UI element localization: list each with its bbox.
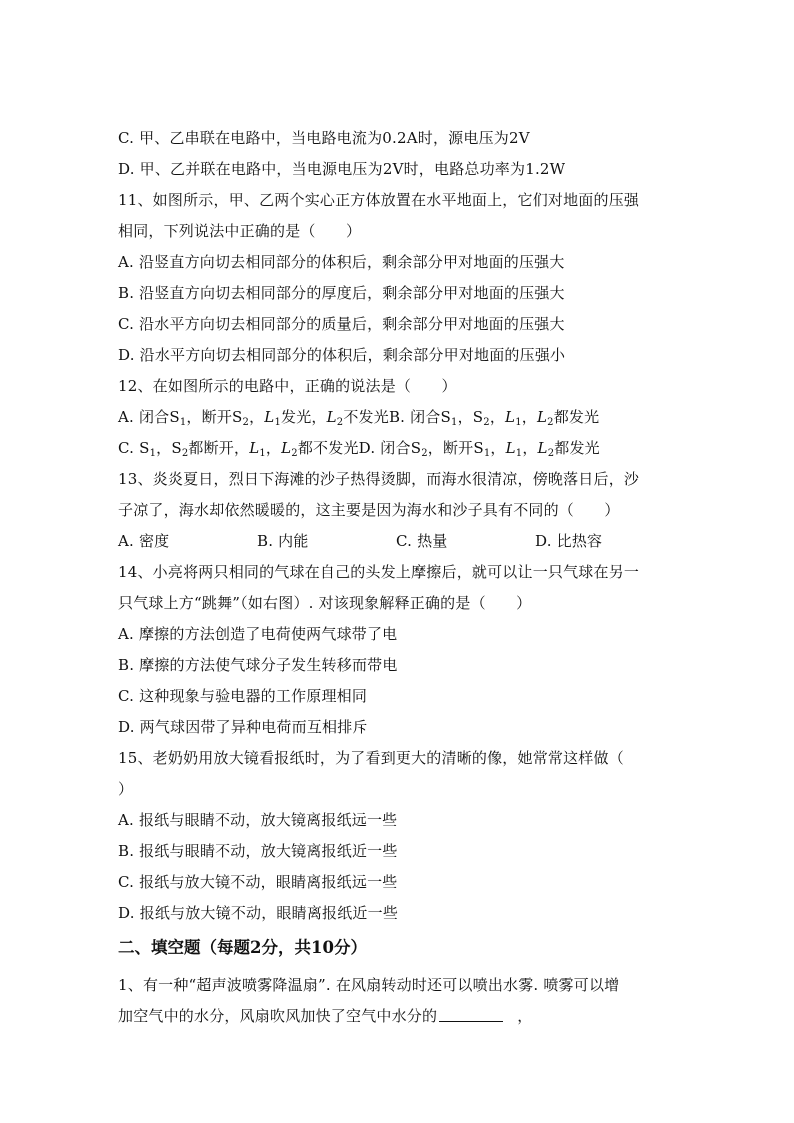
q13-option-a: A. 密度 [118,532,170,550]
q12-d-text: 都发光 [554,439,600,457]
fill1-text-tail: ， [517,1007,533,1025]
section-heading-fill-in: 二、填空题（每题2分，共10分） [118,938,367,957]
q12-options-cd [118,438,678,458]
q11-option-b: B. 沿竖直方向切去相同部分的厚度后，剩余部分甲对地面的压强大 [118,284,565,302]
subscript: 1 [179,417,187,428]
q11-stem-line1: 11、如图所示，甲、乙两个实心正方体放置在水平地面上，它们对地面的压强 [118,191,640,209]
q14-stem-line1: 14、小亮将两只相同的气球在自己的头发上摩擦后，就可以让一只气球在另一 [118,563,640,581]
q12-c-text: ，S [156,439,182,457]
lamp-symbol: L [505,408,516,426]
q11-option-a: A. 沿竖直方向切去相同部分的体积后，剩余部分甲对地面的压强大 [118,253,565,271]
subscript: 1 [515,417,522,428]
q12-a-text: ， [249,408,265,426]
q12-a-text: ，断开S [186,408,243,426]
q12-c-text: 都断开， [188,439,250,457]
answer-blank [439,1007,503,1022]
lamp-symbol: L [536,408,548,426]
subscript: 2 [242,417,250,428]
q13-option-c: C. 热量 [396,532,448,550]
q11-option-d: D. 沿水平方向切去相同部分的体积后，剩余部分甲对地面的压强小 [118,346,566,364]
q12-c-text: C. S [118,439,150,457]
subscript: 2 [181,448,189,459]
q13-stem-line1: 13、炎炎夏日，烈日下海滩的沙子热得烫脚，而海水很清凉，傍晚落日后，沙 [118,470,640,488]
q12-a-text: 不发光 [343,408,389,426]
q13-stem-line2: 子凉了，海水却依然暖暖的，这主要是因为海水和沙子具有不同的（ ） [118,501,620,519]
q13-option-b: B. 内能 [257,532,309,550]
q14-option-b: B. 摩擦的方法使气球分子发生转移而带电 [118,656,398,674]
q15-option-a: A. 报纸与眼睛不动，放大镜离报纸远一些 [118,811,398,829]
subscript: 2 [291,448,298,459]
subscript: 2 [336,417,344,428]
q12-options-ab [118,407,678,427]
q14-option-d: D. 两气球因带了异种电荷而互相排斥 [118,718,368,736]
q12-d-text: ， [522,439,538,457]
subscript: 1 [149,448,157,459]
q12-d-text: ，断开S [427,439,484,457]
lamp-symbol: L [249,439,260,457]
fill1-stem-line1: 1、有一种“超声波喷雾降温扇”. 在风扇转动时还可以喷出水雾. 喷雾可以增 [118,976,620,994]
subscript: 2 [547,448,555,459]
q12-d-text: D. 闭合S [358,439,422,457]
q12-c-text: 都不发光 [297,439,359,457]
subscript: 2 [547,417,554,428]
q14-option-c: C. 这种现象与验电器的工作原理相同 [118,687,368,705]
q12-a-text: 发光， [281,408,327,426]
q11-stem-line2: 相同，下列说法中正确的是（ ） [118,222,362,240]
q12-d-text: ， [490,439,506,457]
q12-a-text: A. 闭合S [118,408,180,426]
q12-stem: 12、在如图所示的电路中，正确的说法是（ ） [118,377,457,395]
subscript: 1 [259,448,266,459]
q15-option-b: B. 报纸与眼睛不动，放大镜离报纸近一些 [118,842,398,860]
q14-stem-line2: 只气球上方“跳舞”（如右图）. 对该现象解释正确的是（ ） [118,594,532,612]
lamp-symbol: L [281,439,292,457]
q12-b-text: ， [489,408,506,426]
q15-stem-line1: 15、老奶奶用放大镜看报纸时，为了看到更大的清晰的像，她常常这样做（ [118,749,624,767]
fill1-stem-line2 [118,1006,678,1026]
q15-option-c: C. 报纸与放大镜不动，眼睛离报纸远一些 [118,873,398,891]
lamp-symbol: L [505,439,516,457]
subscript: 2 [483,417,490,428]
subscript: 1 [451,417,458,428]
lamp-symbol: L [264,408,275,426]
q12-b-text: B. 闭合S [388,408,451,426]
q13-option-d: D. 比热容 [535,532,603,550]
q10-option-d: D. 甲、乙并联在电路中，当电源电压为2V时，电路总功率为1.2W [118,160,566,178]
q14-option-a: A. 摩擦的方法创造了电荷使两气球带了电 [118,625,398,643]
subscript: 2 [421,448,428,459]
q11-option-c: C. 沿水平方向切去相同部分的质量后，剩余部分甲对地面的压强大 [118,315,565,333]
q15-option-d: D. 报纸与放大镜不动，眼睛离报纸近一些 [118,904,399,922]
q13-options [118,531,678,551]
subscript: 1 [483,448,491,459]
subscript: 1 [274,417,281,428]
fill1-text: 加空气中的水分，风扇吹风加快了空气中水分的 [118,1007,438,1025]
q10-option-c: C. 甲、乙串联在电路中，当电路电流为0.2A时，源电压为2V [118,129,530,147]
lamp-symbol: L [326,408,337,426]
lamp-symbol: L [537,439,548,457]
q12-c-text: ， [265,439,282,457]
q12-b-text: 都发光 [553,408,600,426]
q15-stem-line2: ） [118,780,134,798]
subscript: 1 [515,448,523,459]
q12-b-text: ， [521,408,537,426]
q12-b-text: ，S [457,408,484,426]
